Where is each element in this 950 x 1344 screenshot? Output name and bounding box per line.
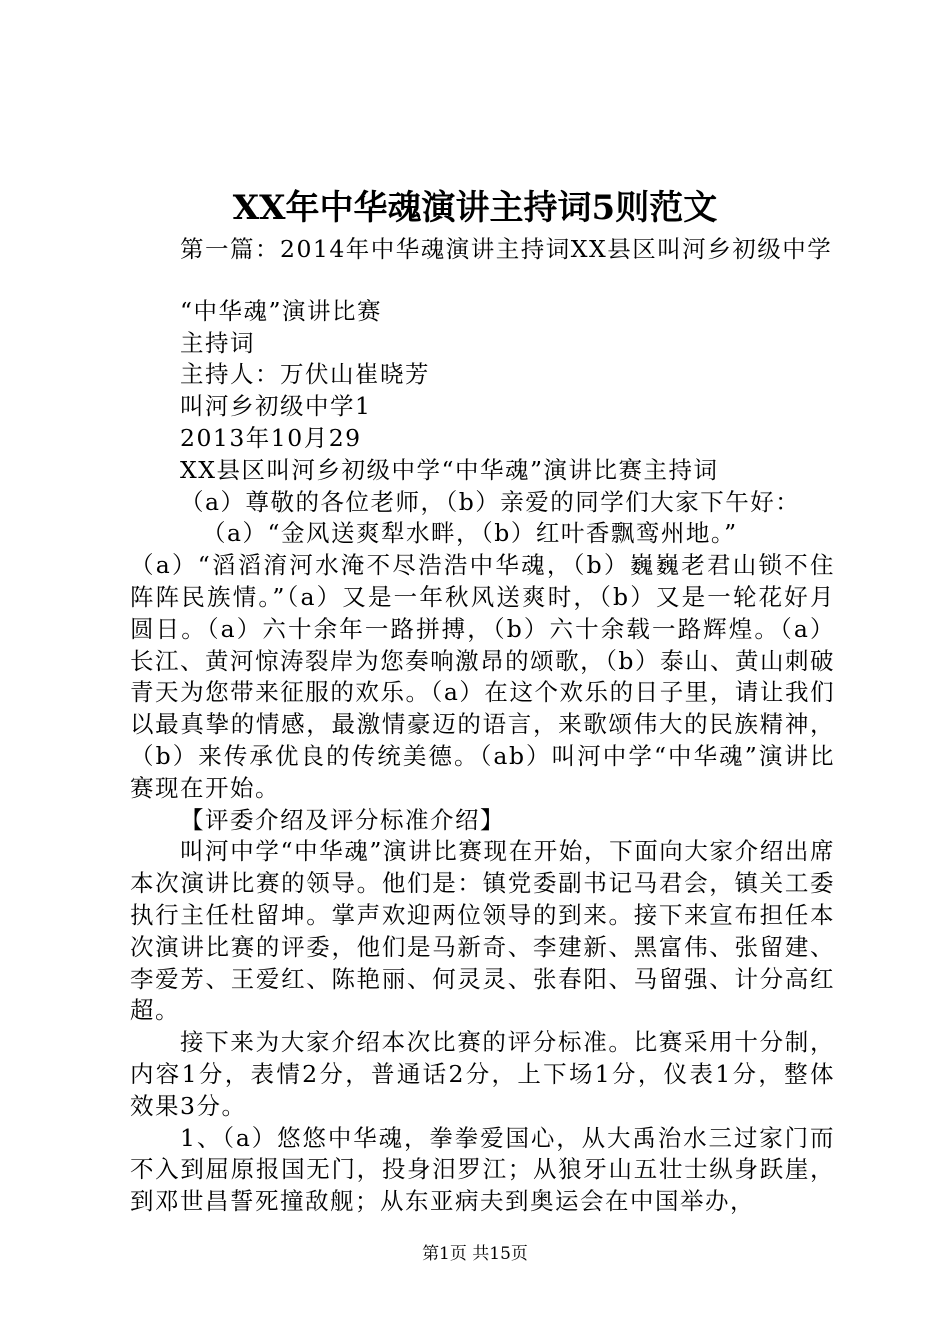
- hosts-line: 主持人：万伏山崔晓芳: [180, 360, 430, 389]
- scoring-paragraph: 接下来为大家介绍本次比赛的评分标准。比赛采用十分制，内容1分，表情2分，普通话2分，上下场1分，仪表1分，整体效果3分。: [130, 1028, 835, 1120]
- section-heading: 第一篇：2014年中华魂演讲主持词XX县区叫河乡初级中学: [180, 235, 833, 263]
- opening-paragraph: （a）“滔滔淯河水淹不尽浩浩中华魂，（b）巍巍老君山锁不住阵阵民族情。”（a）又是一年秋风送爽时，（b）又是一轮花好月圆日。（a）六十余年一路拼搏，（b）六十余载一路辉煌。（a）长江、黄河惊涛裂岸为您奏响激昂的颂歌，（b）泰山、黄山刺破青天为您带来征服的欢乐。（a）在这个欢乐的日子里，请让我们以最真挚的情感，最激情豪迈的语言，来歌颂伟大的民族精神，（b）来传承优良的传统美德。（ab）叫河中学“中华魂”演讲比赛现在开始。: [130, 551, 835, 802]
- opening-couplet: （a）“金风送爽犁水畔，（b）红叶香飘鸾州地。”: [202, 519, 738, 548]
- event-title: “中华魂”演讲比赛: [180, 296, 383, 325]
- first-speech-paragraph: 1、（a）悠悠中华魂，拳拳爱国心，从大禹治水三过家门而不入到屈原报国无门，投身汨罗江；从狼牙山五壮士纵身跃崖，到邓世昌誓死撞敌舰；从东亚病夫到奥运会在中国举办，: [130, 1123, 835, 1216]
- date-line: 2013年10月29: [180, 423, 362, 452]
- document-title: XX年中华魂演讲主持词5则范文: [232, 188, 718, 228]
- full-title-line: XX县区叫河乡初级中学“中华魂”演讲比赛主持词: [180, 455, 719, 484]
- blank-line: [130, 266, 835, 296]
- document-body: [130, 234, 835, 1218]
- judges-section-heading: 【评委介绍及评分标准介绍】: [180, 805, 505, 834]
- judges-paragraph: 叫河中学“中华魂”演讲比赛现在开始，下面向大家介绍出席本次演讲比赛的领导。他们是：镇党委副书记马君会，镇关工委执行主任杜留坤。掌声欢迎两位领导的到来。接下来宣布担任本次演讲比赛的评委，他们是马新奇、李建新、黑富伟、张留建、李爱芳、王爱红、陈艳丽、何灵灵、张春阳、马留强、计分高红超。: [130, 837, 835, 1025]
- event-subtitle: 主持词: [180, 328, 255, 357]
- page-indicator: 第1页 共15页: [422, 1244, 528, 1264]
- school-line: 叫河乡初级中学1: [180, 392, 372, 421]
- greeting-line: （a）尊敬的各位老师，（b）亲爱的同学们大家下午好：: [180, 487, 801, 516]
